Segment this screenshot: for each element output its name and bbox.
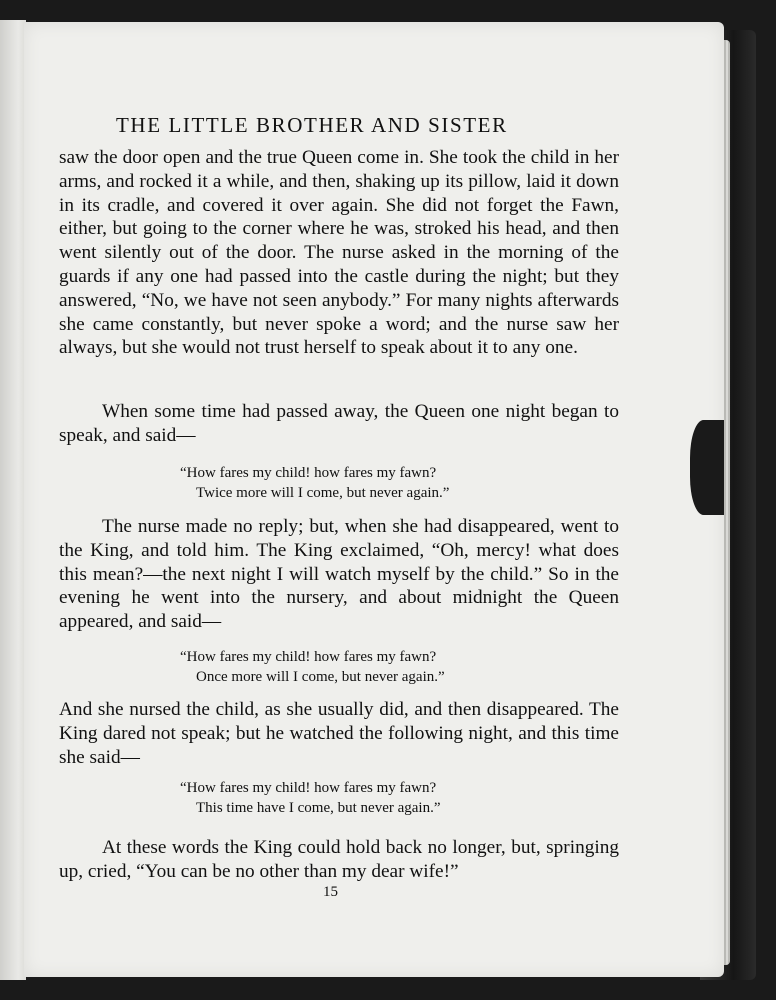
paragraph-3-text: The nurse made no reply; but, when she had disappeared, went to the King, and told him. The King exclaimed, “Oh, mercy! what does this mean?—the next night I will watch myself by the child.” So in the evening he went into the nursery, and about midnight the Queen appeared, and said— [59, 516, 619, 633]
verse-3-line-2: This time have I come, but never again.” [196, 799, 441, 816]
verse-1 [180, 464, 540, 503]
verse-3-line-1: “How fares my child! how fares my fawn? [180, 780, 437, 796]
paragraph-2-text: When some time had passed away, the Queen one night began to speak, and said— [59, 401, 619, 446]
facing-page-edge [0, 20, 26, 980]
paragraph-1-text: saw the door open and the true Queen come in. She took the child in her arms, and rocked it a while, and then, shaking up its pillow, laid it down in its cradle, and covered it over again. She did not forget the Fawn, either, but going to the corner where he was, stroked his head, and then went silently out of the door. The nurse asked in the morning of the guards if any one had passed into the castle during the night; but they answered, “No, we have not seen anybody.” For many nights afterwards she came constantly, but never spoke a word; and the nurse saw her always, but she would not trust herself to speak about it to any one. [59, 147, 619, 359]
verse-2-line-2: Once more will I come, but never again.” [196, 668, 445, 685]
paragraph-5-text: At these words the King could hold back no longer, but, springing up, cried, “You can be no other than my dear wife!” [59, 837, 619, 882]
verse-1-line-2: Twice more will I come, but never again.” [196, 484, 450, 501]
verse-2 [180, 648, 540, 687]
paragraph-3 [59, 515, 619, 634]
paragraph-5 [59, 836, 619, 884]
verse-1-line-1: “How fares my child! how fares my fawn? [180, 465, 437, 481]
verse-3 [180, 779, 540, 818]
paragraph-4 [59, 698, 619, 769]
verse-2-line-1: “How fares my child! how fares my fawn? [180, 649, 437, 665]
paragraph-2 [59, 400, 619, 448]
page-tear [690, 420, 724, 515]
running-head: THE LITTLE BROTHER AND SISTER [116, 113, 508, 137]
paragraph-4-text: And she nursed the child, as she usually did, and then disappeared. The King dared not speak; but he watched the following night, and this time she said— [59, 699, 619, 768]
page-number: 15 [323, 884, 338, 900]
paragraph-1 [59, 146, 619, 360]
